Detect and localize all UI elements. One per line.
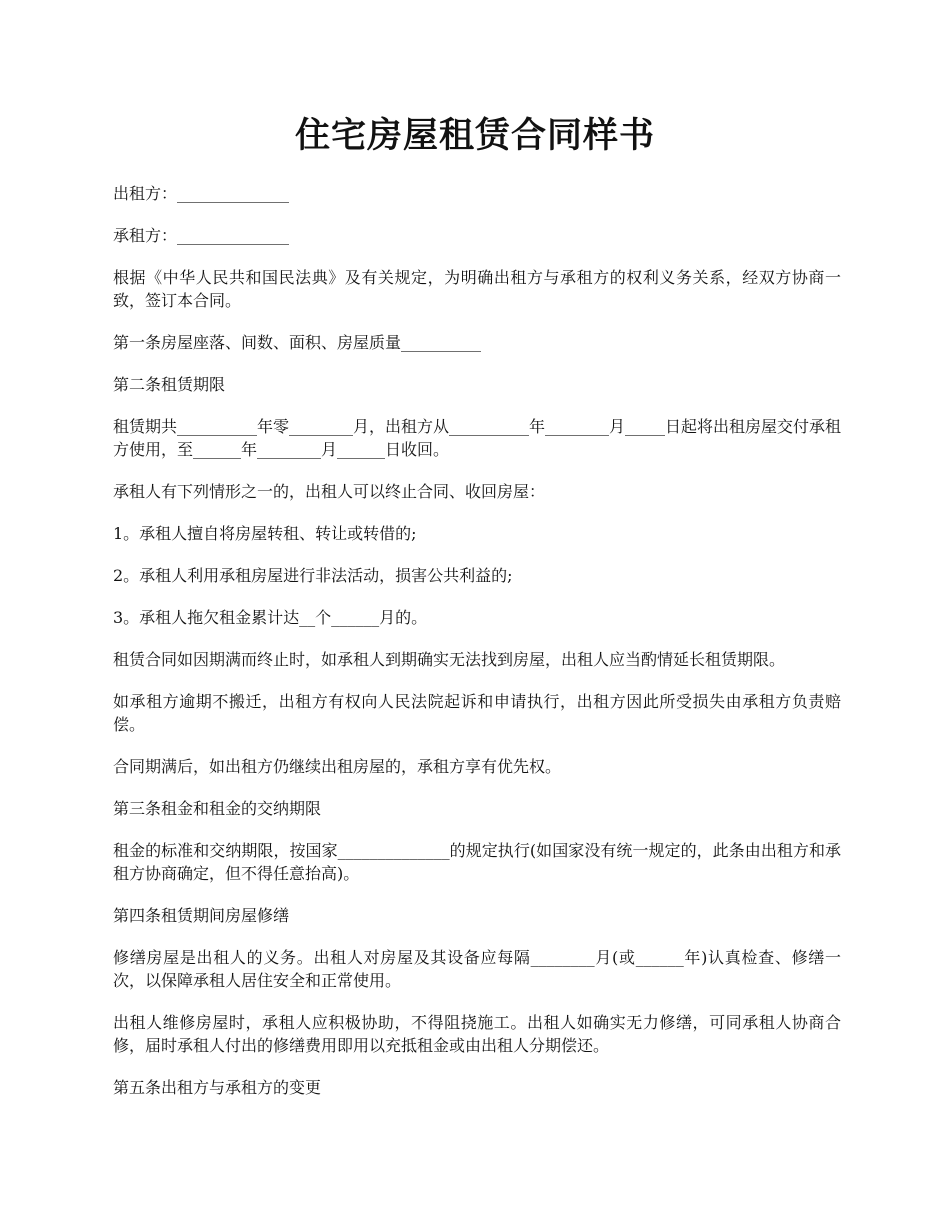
- article-5-heading: 第五条出租方与承租方的变更: [113, 1078, 322, 1097]
- repair-cooperation-paragraph: 出租人维修房屋时，承租人应积极协助，不得阻挠施工。出租人如确实无力修缮，可同承租人协商合修，届时承租人付出的修缮费用即用以充抵租金或由出租人分期偿还。: [113, 1013, 841, 1055]
- article-4-heading: 第四条租赁期间房屋修缮: [113, 906, 290, 925]
- repair-duty-paragraph: 修缮房屋是出租人的义务。出租人对房屋及其设备应每隔________月(或______年)认真检查、修缮一次，以保障承租人居住安全和正常使用。: [113, 948, 841, 990]
- lessee-line: 承租方：______________: [113, 226, 290, 245]
- lease-term-paragraph: 租赁期共__________年零________月，出租方从__________年________月_____日起将出租房屋交付承租方使用，至______年________月______日收回。: [113, 417, 842, 459]
- preamble-paragraph: 根据《中华人民共和国民法典》及有关规定，为明确出租方与承租方的权利义务关系，经双方协商一致，签订本合同。: [113, 268, 841, 310]
- lessor-line: 出租方：______________: [113, 184, 290, 203]
- article-1-heading: 第一条房屋座落、间数、面积、房屋质量__________: [113, 333, 482, 352]
- termination-intro-paragraph: 承租人有下列情形之一的，出租人可以终止合同、收回房屋：: [113, 482, 546, 501]
- document-title: 住宅房屋租赁合同样书: [294, 115, 655, 156]
- article-2-heading: 第二条租赁期限: [113, 375, 226, 394]
- rent-standard-paragraph: 租金的标准和交纳期限，按国家______________的规定执行(如国家没有统一规定的，此条由出租方和承租方协商确定，但不得任意抬高)。: [113, 841, 841, 883]
- priority-right-paragraph: 合同期满后，如出租方仍继续出租房屋的，承租方享有优先权。: [113, 757, 562, 776]
- termination-item-2: 2。承租人利用承租房屋进行非法活动，损害公共利益的;: [113, 566, 513, 585]
- document-body: [113, 182, 841, 1118]
- termination-item-1: 1。承租人擅自将房屋转租、转让或转借的;: [113, 524, 417, 543]
- article-3-heading: 第三条租金和租金的交纳期限: [113, 799, 322, 818]
- overdue-moveout-paragraph: 如承租方逾期不搬迁，出租方有权向人民法院起诉和申请执行，出租方因此所受损失由承租方负责赔偿。: [113, 692, 841, 734]
- expiry-extension-paragraph: 租赁合同如因期满而终止时，如承租人到期确实无法找到房屋，出租人应当酌情延长租赁期限。: [113, 650, 786, 669]
- termination-item-3: 3。承租人拖欠租金累计达__个______月的。: [113, 608, 428, 627]
